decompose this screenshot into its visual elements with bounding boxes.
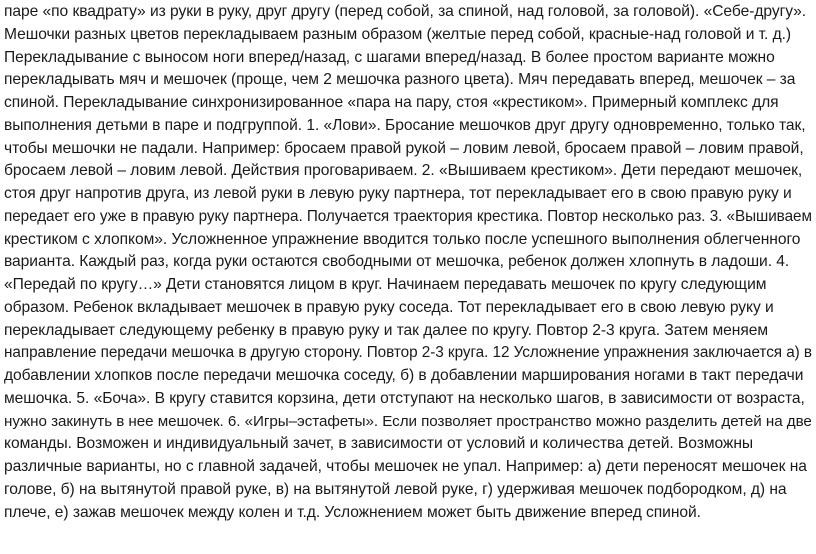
text-line: направление передачи мешочка в другую сторону. Повтор 2-3 круга. 12 Усложнение упражнения заключается а) в [4, 344, 812, 362]
text-line: Мешочки разных цветов перекладываем разным образом (желтые перед собой, красные-над головой и т. д.) [4, 25, 792, 43]
text-line: паре «по квадрату» из руки в руку, друг другу (перед собой, за спиной, над головой, за головой). «Себе-другу». [4, 3, 807, 20]
text-line: плече, е) зажав мешочек между колен и т.д. Усложнением может быть движение вперед спиной. [4, 503, 701, 521]
text-line: выполнения детьми в паре и подгруппой. 1. «Лови». Бросание мешочков друг другу одновременно, только так, [4, 116, 806, 134]
text-line: нужно закинуть в нее мешочек. 6. «Игры–эстафеты». Если позволяет пространство можно разделить детей на две [4, 412, 812, 430]
text-line: перекладывает следующему ребенку в правую руку и так далее по кругу. Повтор 2-3 круга. Затем меняем [4, 321, 769, 339]
text-line: «Передай по кругу…» Дети становятся лицом в круг. Начинаем передавать мешочек по кругу следующим [4, 276, 767, 293]
text-line: образом. Ребенок вкладывает мешочек в правую руку соседа. Тот перекладывает его в свою левую руку и [4, 298, 774, 316]
text-line: голове, б) на вытянутой правой руке, в) на вытянутой левой руке, г) удерживая мешочек подбородком, д) на [4, 480, 787, 498]
text-line: крестиком с хлопком». Усложненное упражнение вводится только после успешного выполнения облегченного [4, 230, 801, 248]
text-line: добавлении хлопков после передачи мешочка соседу, б) в добавлении марширования ногами в такт передачи [4, 367, 804, 384]
text-line: спиной. Перекладывание синхронизированное «пара на пару, стоя «крестиком». Примерный комплекс для [4, 94, 779, 111]
text-line: чтобы мешочки не падали. Например: бросаем правой рукой – ловим левой, бросаем правой – ловим правой, [4, 139, 804, 157]
text-line: мешочка. 5. «Боча». В кругу ставится корзина, дети отступают на несколько шагов, в зависимости от возраста, [4, 389, 805, 407]
text-line: бросаем левой – ловим левой. Действия проговариваем. 2. «Вышиваем крестиком». Дети передают мешочек, [4, 162, 803, 180]
text-line: Перекладывание с выносом ноги вперед/назад, с шагами вперед/назад. В более простом варианте можно [4, 48, 775, 66]
text-line: стоя друг напротив друга, из левой руки в левую руку партнера, тот перекладывает его в свою правую руку и [4, 185, 792, 202]
text-line: команды. Возможен и индивидуальный зачет, в зависимости от условий и количества детей. Возможны [4, 435, 754, 453]
text-line: варианта. Каждый раз, когда руки остаются свободными от мешочка, ребенок должен хлопнуть в ладоши. 4. [4, 253, 790, 271]
text-line: перекладывать мяч и мешочек (проще, чем 2 мешочка разного цвета). Мяч передавать вперед, мешочек – за [4, 71, 796, 89]
text-line: различные варианты, но с главной задачей, чтобы мешочек не упал. Например: а) дети переносят мешочек на [4, 458, 807, 475]
text-line: передает его уже в правую руку партнера. Получается траектория крестика. Повтор несколько раз. 3. «Вышиваем [4, 207, 812, 225]
